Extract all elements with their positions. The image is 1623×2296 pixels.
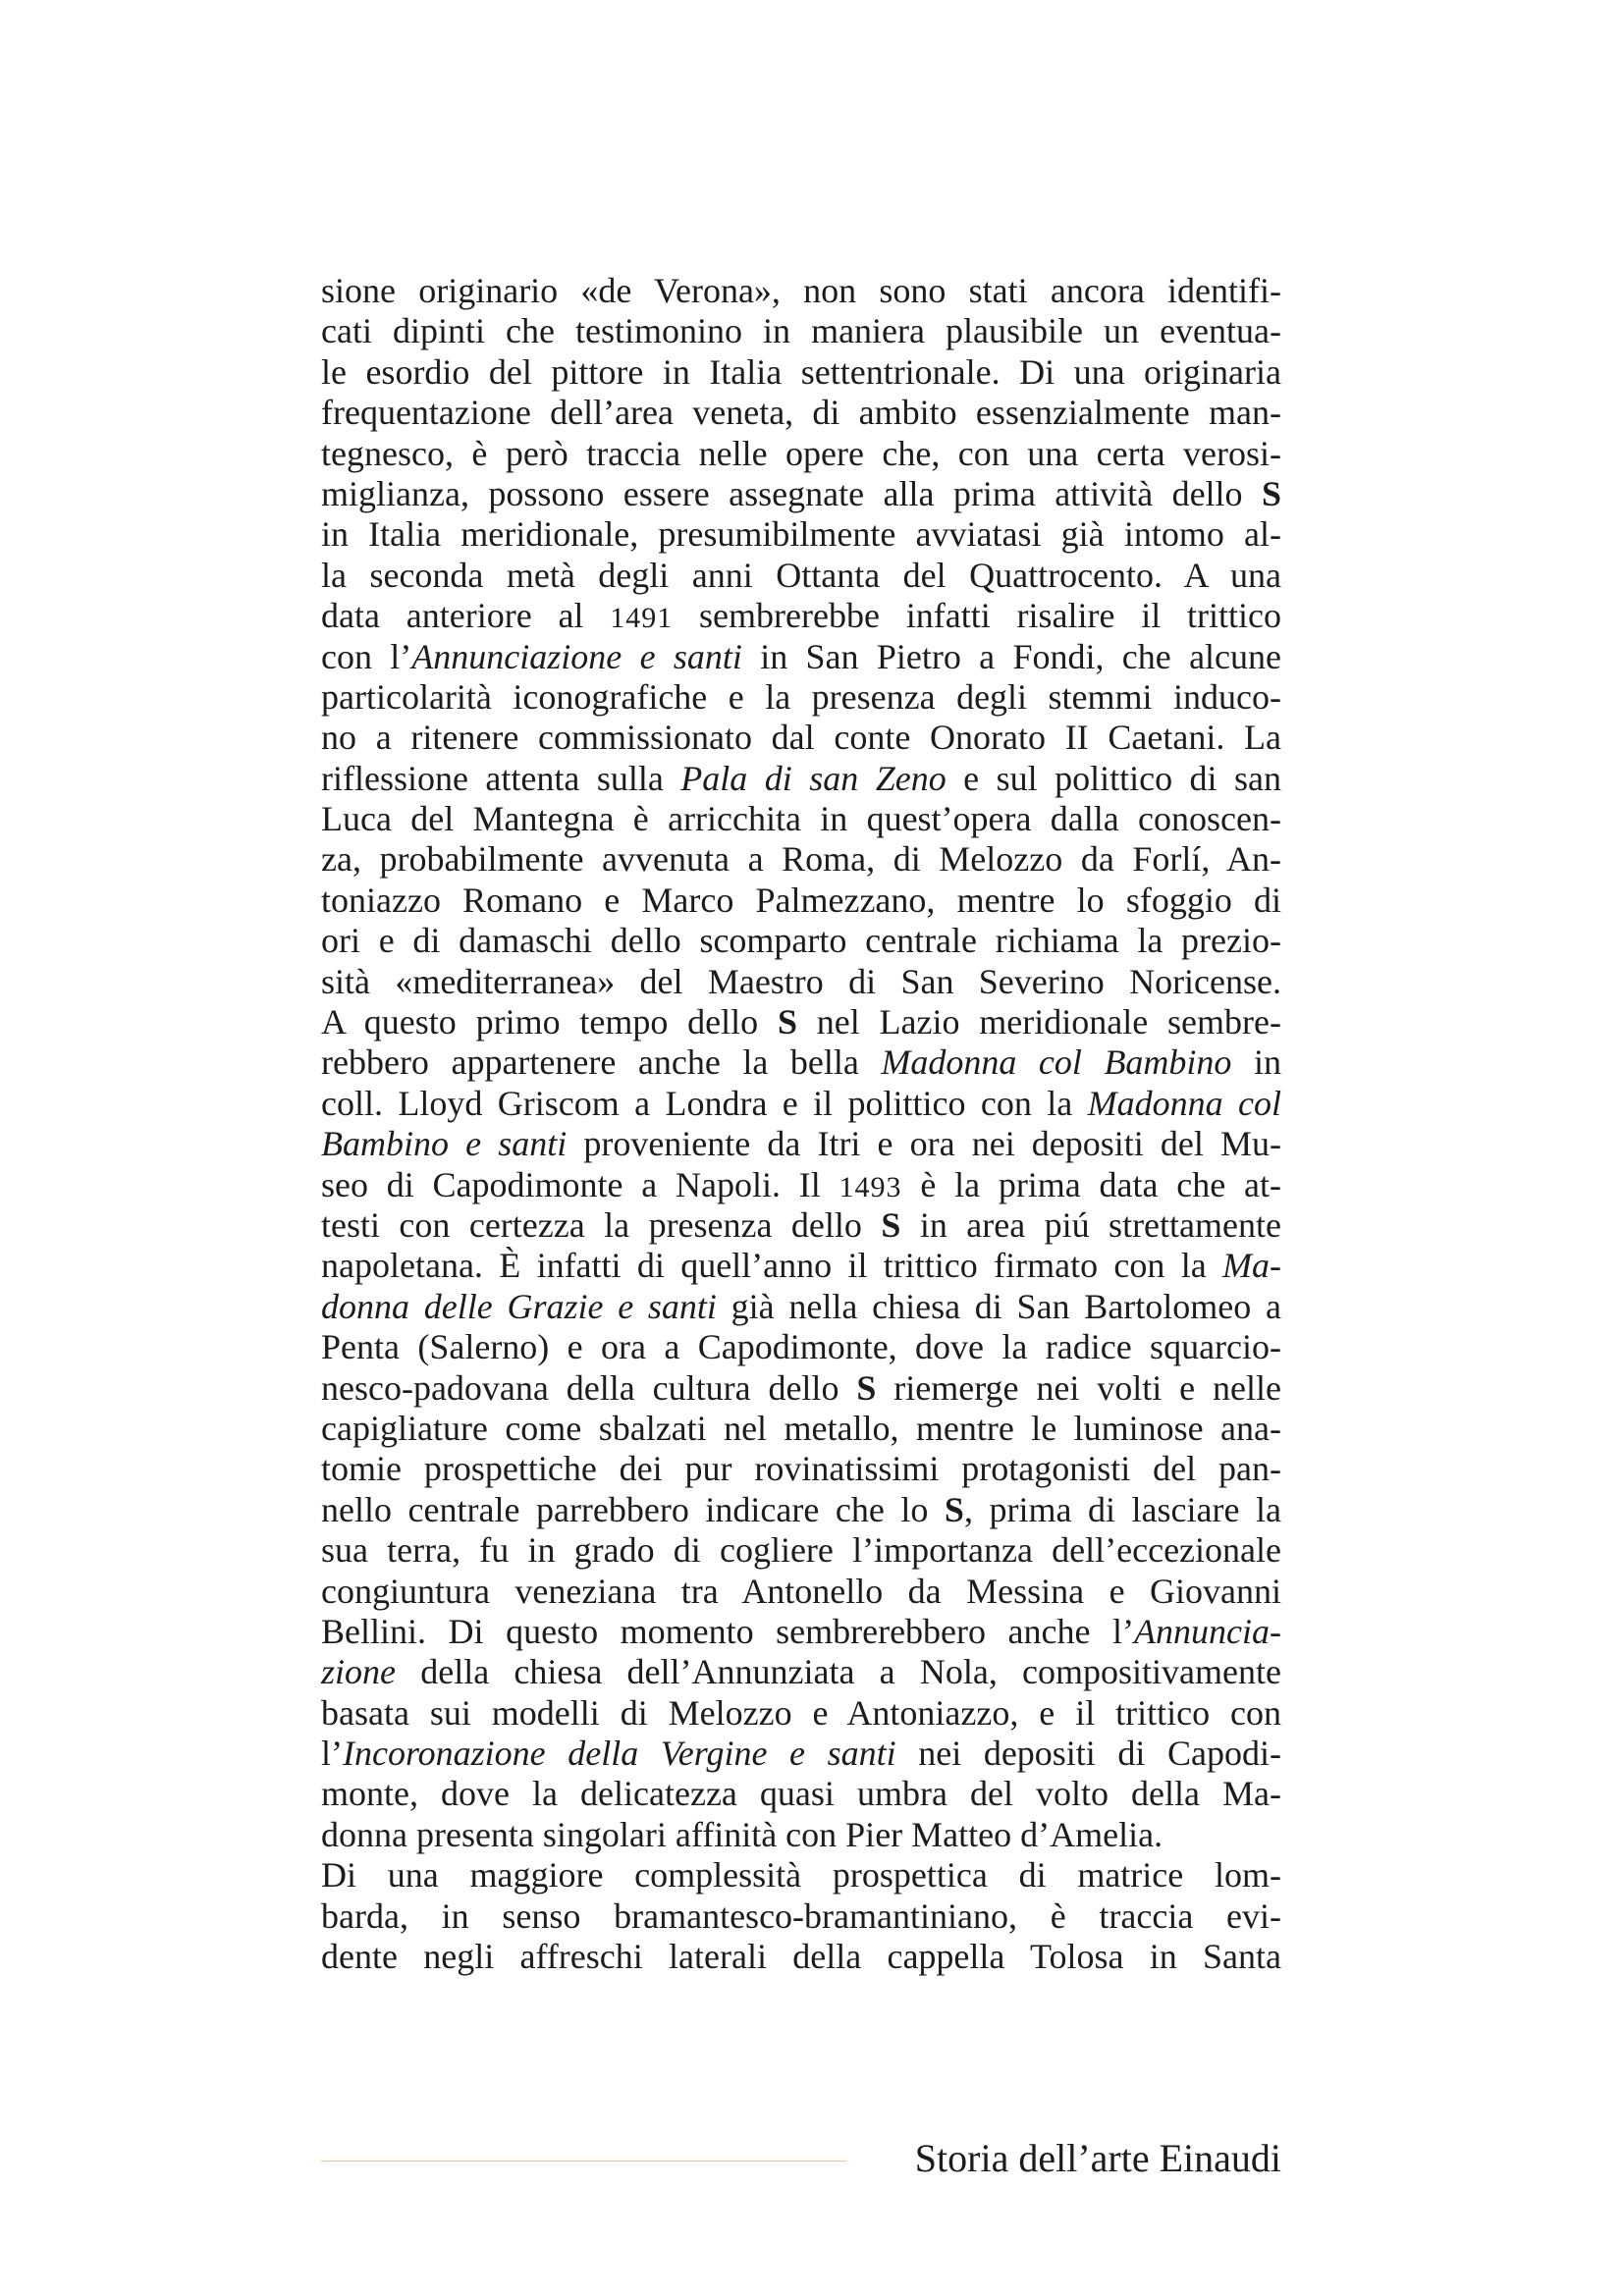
text-line: con l’Annunciazione e santi in San Pietro a Fondi, che alcune [321,636,1282,676]
text-line: sità «mediterranea» del Maestro di San Severino Noricense. [321,961,1281,1001]
text-line: toniazzo Romano e Marco Palmezzano, mentre lo sfoggio di [321,880,1281,920]
text-line: tegnesco, è però traccia nelle opere che, con una certa verosi- [321,433,1281,473]
text-line: nello centrale parrebbero indicare che lo S, prima di lasciare la [321,1489,1281,1529]
text-line: dente negli affreschi laterali della cappella Tolosa in Santa [321,1937,1281,1977]
footer-title: Storia dell’arte Einaudi [914,2136,1281,2180]
text-line: l’Incoronazione della Vergine e santi nei depositi di Capodi- [321,1734,1281,1774]
text-line: capigliature come sbalzati nel metallo, mentre le luminose ana- [321,1408,1281,1448]
text-line: la seconda metà degli anni Ottanta del Quattrocento. A una [321,555,1281,595]
text-line: congiuntura veneziana tra Antonello da Messina e Giovanni [321,1571,1281,1611]
text-line: testi con certezza la presenza dello S in area piú strettamente [321,1204,1281,1245]
footer-rule [321,2161,846,2162]
text-line: monte, dove la delicatezza quasi umbra del volto della Ma- [321,1774,1281,1814]
text-line: Penta (Salerno) e ora a Capodimonte, dove la radice squarcio- [321,1327,1281,1367]
text-line: ori e di damaschi dello scomparto centrale richiama la prezio- [321,921,1281,961]
text-line: A questo primo tempo dello S nel Lazio meridionale sembre- [321,1002,1281,1042]
text-line: donna presenta singolari affinità con Pier Matteo d’Amelia. [321,1814,1163,1854]
text-line: cati dipinti che testimonino in maniera plausibile un eventua- [321,311,1281,351]
text-line: coll. Lloyd Griscom a Londra e il polittico con la Madonna col [321,1083,1281,1123]
text-line: particolarità iconografiche e la presenza degli stemmi induco- [321,676,1281,717]
text-line: frequentazione dell’area veneta, di ambito essenzialmente man- [321,393,1281,433]
text-line: rebbero appartenere anche la bella Madonna col Bambino in [321,1042,1281,1083]
text-line: in Italia meridionale, presumibilmente avviatasi già intomo al- [321,514,1281,555]
text-line: Luca del Mantegna è arricchita in quest’opera dalla conoscen- [321,799,1281,839]
text-line: donna delle Grazie e santi già nella chiesa di San Bartolomeo a [321,1286,1281,1326]
text-line: basata sui modelli di Melozzo e Antoniazzo, e il trittico con [321,1692,1281,1733]
text-line: no a ritenere commissionato dal conte Onorato II Caetani. La [321,718,1281,758]
text-line: data anteriore al 1491 sembrerebbe infatti risalire il trittico [321,596,1281,636]
text-line: seo di Capodimonte a Napoli. Il 1493 è la prima data che at- [321,1164,1281,1204]
text-line: Bambino e santi proveniente da Itri e ora nei depositi del Mu- [321,1124,1282,1164]
text-line: barda, in senso bramantesco-bramantiniano, è traccia evi- [321,1896,1281,1936]
text-line: le esordio del pittore in Italia settentrionale. Di una originaria [321,351,1281,392]
text-line: sua terra, fu in grado di cogliere l’importanza dell’eccezionale [321,1530,1281,1571]
text-line: za, probabilmente avvenuta a Roma, di Melozzo da Forlí, An- [321,839,1281,880]
text-line: miglianza, possono essere assegnate alla prima attività dello S [321,473,1281,513]
text-line: napoletana. È infatti di quell’anno il trittico firmato con la Ma- [321,1246,1281,1286]
text-column [321,271,1281,1977]
text-line: sione originario «de Verona», non sono stati ancora identifi- [321,271,1281,310]
text-line: nesco-padovana della cultura dello S riemerge nei volti e nelle [321,1367,1281,1408]
text-line: riflessione attenta sulla Pala di san Zeno e sul polittico di san [321,758,1281,798]
text-line: Bellini. Di questo momento sembrerebbero anche l’Annuncia- [321,1611,1281,1651]
text-line: Di una maggiore complessità prospettica di matrice lom- [321,1855,1281,1896]
text-line: tomie prospettiche dei pur rovinatissimi protagonisti del pan- [321,1449,1281,1489]
text-line: zione della chiesa dell’Annunziata a Nola, compositivamente [321,1652,1281,1692]
